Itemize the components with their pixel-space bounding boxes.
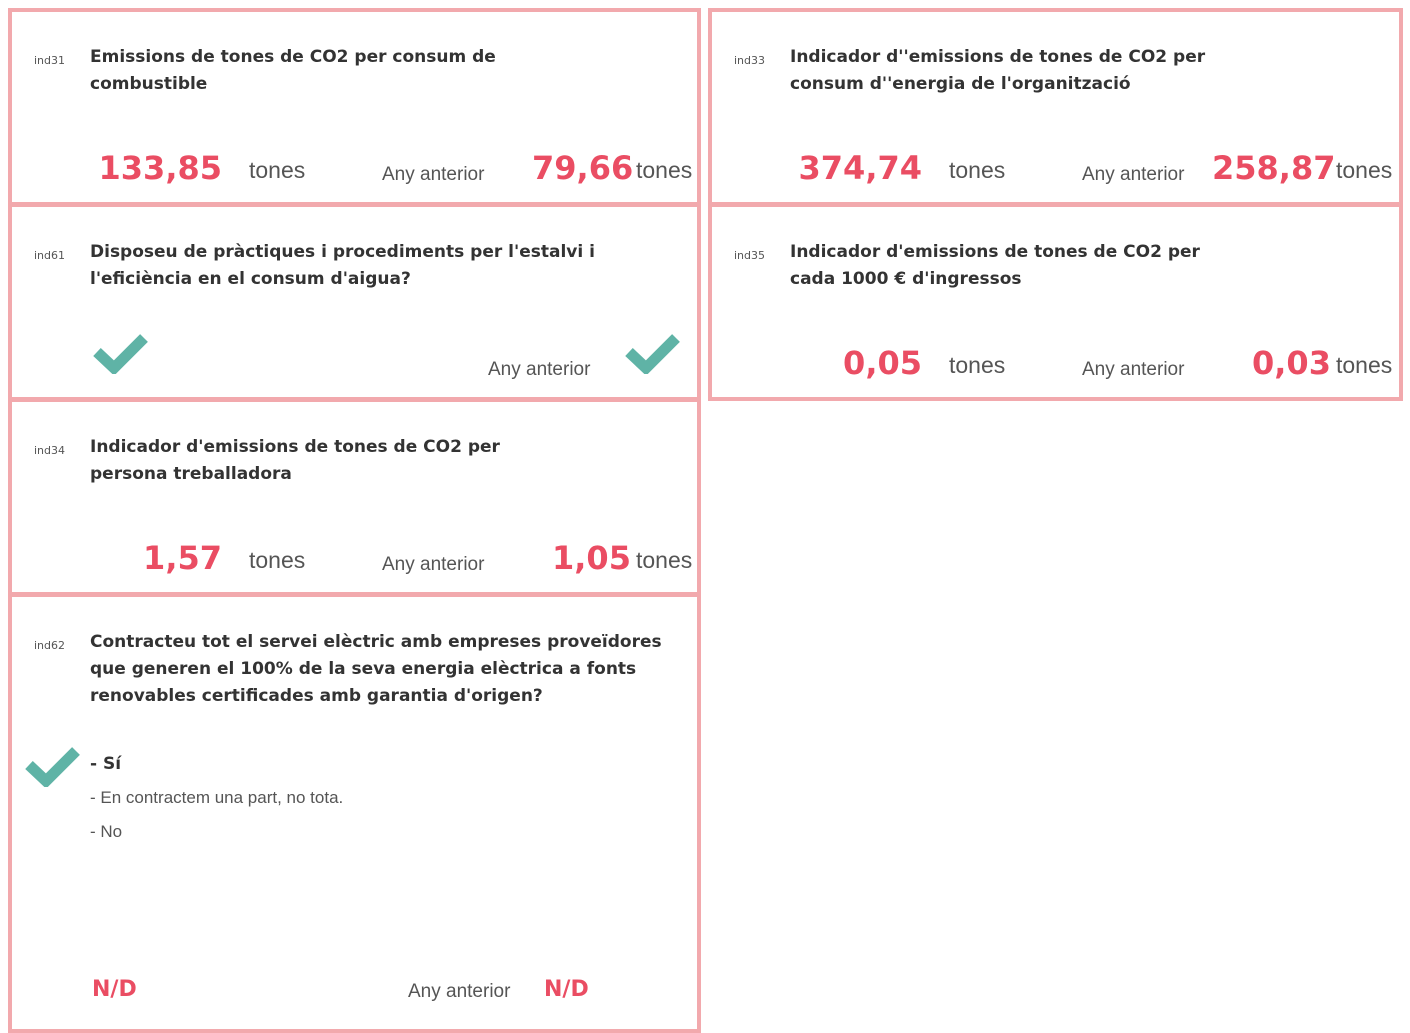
previous-unit: tones <box>1336 352 1393 378</box>
previous-unit: tones <box>1336 157 1393 183</box>
previous-year-label: Any anterior <box>382 554 485 575</box>
current-unit: tones <box>249 547 306 573</box>
indicator-title: Disposeu de pràctiques i procediments per l'estalvi i l'eficiència en el consum d'aigua? <box>90 242 595 289</box>
current-value: 133,85 <box>98 149 222 187</box>
indicator-code: ind33 <box>734 54 766 67</box>
previous-unit: tones <box>636 547 693 573</box>
indicator-code: ind35 <box>734 249 766 262</box>
previous-year-label: Any anterior <box>1082 359 1185 380</box>
current-value: 0,05 <box>843 344 922 382</box>
check-icon <box>24 745 80 787</box>
indicator-card-ind34 <box>8 398 701 596</box>
current-value: 1,57 <box>143 539 222 577</box>
indicator-code: ind34 <box>34 444 66 457</box>
previous-value: N/D <box>544 977 589 1002</box>
current-unit: tones <box>949 157 1006 183</box>
check-icon <box>624 332 680 374</box>
indicator-title: Indicador d'emissions de tones de CO2 per persona treballadora <box>90 437 500 484</box>
indicator-card-ind61 <box>8 203 701 401</box>
option-item: - En contractem una part, no tota. <box>90 788 344 807</box>
option-item: - No <box>90 822 123 841</box>
indicator-card-ind31 <box>8 8 701 206</box>
previous-unit: tones <box>636 157 693 183</box>
current-value: 374,74 <box>798 149 922 187</box>
previous-value: 258,87 <box>1212 149 1336 187</box>
indicator-title: Indicador d'emissions de tones de CO2 per cada 1000 € d'ingressos <box>790 242 1200 289</box>
previous-year-label: Any anterior <box>1082 164 1185 185</box>
indicator-title: Contracteu tot el servei elèctric amb empreses proveïdores que generen el 100% de la seva energia elèctrica a fonts renovables certificades amb garantia d'origen? <box>90 632 662 706</box>
previous-value: 79,66 <box>532 149 634 187</box>
indicator-card-ind33 <box>708 8 1403 206</box>
current-value: N/D <box>92 977 137 1002</box>
previous-year-label: Any anterior <box>408 981 511 1002</box>
current-unit: tones <box>249 157 306 183</box>
previous-value: 1,05 <box>552 539 631 577</box>
indicator-code: ind61 <box>34 249 66 262</box>
indicator-code: ind62 <box>34 639 66 652</box>
indicator-title: Emissions de tones de CO2 per consum de combustible <box>90 47 496 94</box>
previous-year-label: Any anterior <box>382 164 485 185</box>
indicator-code: ind31 <box>34 54 66 67</box>
check-icon <box>92 332 148 374</box>
indicator-title: Indicador d''emissions de tones de CO2 per consum d''energia de l'organització <box>790 47 1206 94</box>
indicator-card-ind35 <box>708 203 1403 401</box>
previous-value: 0,03 <box>1252 344 1331 382</box>
previous-year-label: Any anterior <box>488 359 591 380</box>
option-selected: - Sí <box>90 754 122 774</box>
current-unit: tones <box>949 352 1006 378</box>
indicator-card-ind62 <box>8 593 701 1033</box>
